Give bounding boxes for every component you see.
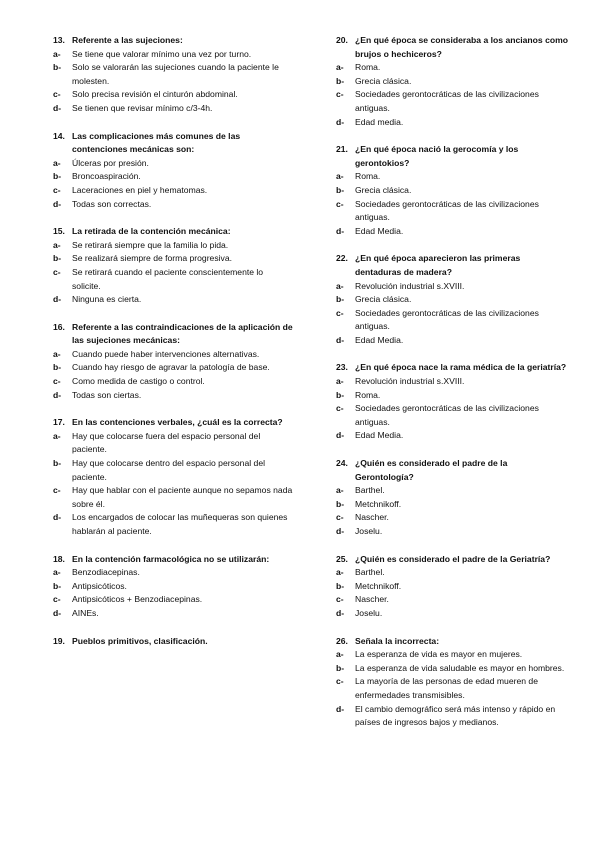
answer-option: [53, 607, 293, 621]
option-letter: a-: [53, 348, 61, 359]
answer-option: [336, 61, 568, 75]
question-number: 17.: [53, 417, 65, 428]
option-letter: b-: [53, 171, 62, 182]
question-number: 19.: [53, 635, 65, 646]
option-text: Nascher.: [355, 512, 389, 523]
question-text: La retirada de la contención mecánica:: [72, 226, 231, 237]
answer-option: [336, 334, 568, 348]
answer-option: [336, 593, 568, 607]
answer-option: [336, 307, 568, 334]
question-block: [53, 553, 293, 621]
question-text: ¿En qué época nace la rama médica de la geriatría?: [355, 362, 567, 373]
option-text: Broncoaspiración.: [72, 171, 141, 182]
option-letter: c-: [53, 89, 61, 100]
answer-option: [336, 225, 568, 239]
option-text: La mayoría de las personas de edad mueren de enfermedades transmisibles.: [355, 676, 538, 700]
option-text: Barthel.: [355, 485, 385, 496]
option-letter: b-: [336, 389, 345, 400]
answer-option: [53, 239, 293, 253]
option-text: Metchnikoff.: [355, 580, 402, 591]
question-heading: [336, 553, 568, 567]
question-text: Las complicaciones más comunes de las contenciones mecánicas son:: [72, 130, 241, 155]
question-block: [336, 143, 568, 238]
option-letter: c-: [53, 485, 61, 496]
answer-option: [336, 675, 568, 702]
answer-option: [53, 198, 293, 212]
option-letter: c-: [336, 307, 344, 318]
option-text: Antipsicóticos.: [72, 580, 127, 591]
option-text: Roma.: [355, 62, 381, 73]
option-letter: d-: [336, 225, 345, 236]
answer-option: [53, 457, 293, 484]
option-letter: a-: [336, 376, 344, 387]
option-letter: c-: [53, 266, 61, 277]
option-text: Se tienen que revisar mínimo c/3-4h.: [72, 102, 213, 113]
question-text: Pueblos primitivos, clasificación.: [72, 635, 208, 646]
answer-option: [53, 61, 293, 88]
question-block: [53, 130, 293, 212]
answer-option: [53, 593, 293, 607]
option-letter: b-: [53, 62, 62, 73]
answer-option: [336, 170, 568, 184]
question-text: ¿En qué época nació la gerocomía y los gerontokios?: [355, 144, 519, 168]
answer-option: [53, 170, 293, 184]
option-letter: a-: [336, 280, 344, 291]
option-text: Revolución industrial s.XVIII.: [355, 376, 465, 387]
option-text: La esperanza de vida saludable es mayor en hombres.: [355, 662, 565, 673]
option-letter: d-: [53, 607, 62, 618]
option-text: AINEs.: [72, 607, 99, 618]
option-text: Se retirará cuando el paciente conscientemente lo solicite.: [72, 266, 264, 291]
option-letter: d-: [336, 430, 345, 441]
option-letter: b-: [336, 294, 345, 305]
option-letter: c-: [336, 594, 344, 605]
option-letter: d-: [336, 526, 345, 536]
question-block: [336, 252, 568, 347]
option-text: Sociedades gerontocráticas de las civilizaciones antiguas.: [355, 89, 539, 113]
answer-option: [336, 498, 568, 512]
option-letter: c-: [53, 184, 61, 195]
option-letter: b-: [53, 362, 62, 373]
option-letter: a-: [53, 239, 61, 250]
question-block: [53, 416, 293, 538]
option-text: Nascher.: [355, 594, 389, 605]
question-text: ¿Quién es considerado el padre de la Geriatría?: [355, 553, 551, 564]
answer-option: [53, 580, 293, 594]
answer-option: [53, 375, 293, 389]
option-text: Cuando puede haber intervenciones alternativas.: [72, 348, 260, 359]
question-text: Referente a las sujeciones:: [72, 35, 183, 45]
answer-option: [336, 375, 568, 389]
question-block: [336, 457, 568, 539]
option-text: Sociedades gerontocráticas de las civilizaciones antiguas.: [355, 307, 539, 332]
option-letter: a-: [53, 430, 61, 441]
question-heading: [336, 143, 568, 170]
option-letter: a-: [336, 567, 344, 578]
option-letter: b-: [336, 580, 345, 591]
option-letter: c-: [53, 376, 61, 387]
answer-option: [53, 484, 293, 511]
option-text: Todas son correctas.: [72, 198, 152, 209]
option-letter: c-: [336, 512, 344, 523]
option-letter: c-: [336, 676, 344, 687]
answer-option: [53, 361, 293, 375]
option-text: Grecia clásica.: [355, 294, 412, 305]
question-heading: [53, 321, 293, 348]
question-text: ¿En qué época aparecieron las primeras dentaduras de madera?: [355, 253, 521, 277]
option-text: Todas son ciertas.: [72, 389, 142, 400]
question-block: [53, 635, 293, 649]
option-text: La esperanza de vida es mayor en mujeres.: [355, 649, 523, 660]
option-text: Grecia clásica.: [355, 75, 412, 86]
option-letter: d-: [53, 102, 62, 113]
answer-option: [53, 293, 293, 307]
option-letter: c-: [336, 403, 344, 414]
answer-option: [336, 703, 568, 730]
option-text: Se tiene que valorar mínimo una vez por turno.: [72, 48, 252, 59]
question-block: [336, 361, 568, 443]
option-text: Ninguna es cierta.: [72, 294, 142, 305]
option-text: Cuando hay riesgo de agravar la patología de base.: [72, 362, 270, 373]
option-letter: d-: [336, 334, 345, 345]
answer-option: [336, 280, 568, 294]
option-text: Solo se valorarán las sujeciones cuando la paciente le molesten.: [72, 62, 279, 86]
option-text: Edad Media.: [355, 430, 404, 441]
question-block: [336, 553, 568, 621]
answer-option: [336, 484, 568, 498]
question-heading: [336, 34, 568, 61]
question-number: 13.: [53, 35, 65, 45]
question-number: 20.: [336, 35, 348, 45]
option-letter: c-: [336, 198, 344, 209]
question-number: 22.: [336, 253, 348, 264]
option-letter: a-: [336, 649, 344, 660]
question-heading: [336, 457, 568, 484]
option-text: Como medida de castigo o control.: [72, 376, 205, 387]
option-letter: b-: [336, 662, 345, 673]
option-text: Hay que colocarse dentro del espacio personal del paciente.: [72, 458, 266, 482]
question-block: [336, 635, 568, 730]
answer-option: [53, 48, 293, 62]
answer-option: [53, 389, 293, 403]
option-text: Edad media.: [355, 116, 404, 127]
option-letter: a-: [336, 171, 344, 182]
option-letter: d-: [53, 294, 62, 305]
option-text: Laceraciones en piel y hematomas.: [72, 184, 208, 195]
question-text: ¿En qué época se consideraba a los ancianos como brujos o hechiceros?: [355, 35, 569, 59]
question-text: Referente a las contraindicaciones de la aplicación de las sujeciones mecánicas:: [72, 321, 293, 346]
option-letter: d-: [336, 116, 345, 127]
answer-option: [336, 75, 568, 89]
answer-option: [53, 430, 293, 457]
question-number: 26.: [336, 635, 348, 646]
option-text: Edad Media.: [355, 225, 404, 236]
option-letter: b-: [336, 75, 345, 86]
question-number: 16.: [53, 321, 65, 332]
option-letter: b-: [53, 253, 62, 264]
option-text: Edad Media.: [355, 334, 404, 345]
option-letter: d-: [336, 703, 345, 714]
answer-option: [336, 511, 568, 525]
option-text: Se retirará siempre que la familia lo pida.: [72, 239, 229, 250]
answer-option: [53, 252, 293, 266]
option-letter: a-: [53, 48, 61, 59]
option-text: Úlceras por presión.: [72, 157, 149, 168]
question-block: [53, 225, 293, 307]
answer-option: [336, 662, 568, 676]
option-text: Joselu.: [355, 607, 383, 618]
question-heading: [53, 416, 293, 430]
question-block: [336, 34, 568, 129]
option-text: Roma.: [355, 171, 381, 182]
option-text: Roma.: [355, 389, 381, 400]
option-letter: b-: [336, 184, 345, 195]
option-text: Sociedades gerontocráticas de las civilizaciones antiguas.: [355, 403, 539, 427]
question-heading: [336, 361, 568, 375]
question-heading: [53, 635, 293, 649]
option-text: Hay que colocarse fuera del espacio personal del paciente.: [72, 430, 261, 455]
right-column: [336, 34, 568, 744]
question-number: 25.: [336, 553, 348, 564]
answer-option: [336, 580, 568, 594]
question-heading: [336, 252, 568, 279]
option-letter: c-: [336, 89, 344, 100]
option-text: Antipsicóticos + Benzodiacepinas.: [72, 594, 203, 605]
option-text: Hay que hablar con el paciente aunque no sepamos nada sobre él.: [72, 485, 293, 509]
option-text: Solo precisa revisión el cinturón abdominal.: [72, 89, 238, 100]
option-letter: d-: [53, 198, 62, 209]
option-letter: b-: [53, 580, 62, 591]
question-number: 14.: [53, 130, 65, 141]
answer-option: [53, 102, 293, 116]
question-block: [53, 321, 293, 403]
question-heading: [53, 553, 293, 567]
question-text: En las contenciones verbales, ¿cuál es la correcta?: [72, 417, 283, 428]
question-text: ¿Quién es considerado el padre de la Gerontología?: [355, 458, 508, 482]
option-text: Los encargados de colocar las muñequeras son quienes hablarán al paciente.: [72, 512, 288, 536]
answer-option: [53, 266, 293, 293]
option-letter: d-: [53, 512, 62, 523]
question-number: 23.: [336, 362, 348, 373]
question-heading: [53, 130, 293, 157]
option-letter: a-: [336, 62, 344, 73]
answer-option: [336, 607, 568, 621]
answer-option: [53, 511, 293, 538]
answer-option: [53, 157, 293, 171]
answer-option: [53, 566, 293, 580]
question-block: [53, 34, 293, 116]
option-letter: b-: [53, 458, 62, 469]
question-number: 21.: [336, 144, 348, 155]
question-number: 24.: [336, 458, 348, 469]
answer-option: [336, 648, 568, 662]
option-letter: a-: [53, 567, 61, 578]
option-letter: a-: [336, 485, 344, 496]
answer-option: [336, 184, 568, 198]
answer-option: [336, 116, 568, 130]
answer-option: [53, 88, 293, 102]
option-text: El cambio demográfico será más intenso y rápido en países de ingresos bajos y medianos.: [355, 703, 556, 728]
answer-option: [336, 402, 568, 429]
option-letter: b-: [336, 498, 345, 509]
option-letter: c-: [53, 594, 61, 605]
option-text: Barthel.: [355, 567, 385, 578]
option-text: Se realizará siempre de forma progresiva.: [72, 253, 233, 264]
answer-option: [336, 566, 568, 580]
answer-option: [336, 429, 568, 443]
left-column: [53, 34, 293, 662]
question-heading: [53, 225, 293, 239]
question-number: 18.: [53, 553, 65, 564]
answer-option: [336, 389, 568, 403]
option-letter: d-: [336, 607, 345, 618]
option-text: Revolución industrial s.XVIII.: [355, 280, 465, 291]
option-text: Metchnikoff.: [355, 498, 402, 509]
question-number: 15.: [53, 226, 65, 237]
option-text: Benzodiacepinas.: [72, 567, 140, 578]
question-text: En la contención farmacológica no se utilizarán:: [72, 553, 270, 564]
answer-option: [53, 184, 293, 198]
option-text: Joselu.: [355, 526, 383, 536]
question-text: Señala la incorrecta:: [355, 635, 440, 646]
answer-option: [336, 198, 568, 225]
option-letter: d-: [53, 389, 62, 400]
answer-option: [53, 348, 293, 362]
question-heading: [53, 34, 293, 48]
option-text: Sociedades gerontocráticas de las civilizaciones antiguas.: [355, 198, 539, 223]
option-text: Grecia clásica.: [355, 184, 412, 195]
option-letter: a-: [53, 157, 61, 168]
answer-option: [336, 293, 568, 307]
answer-option: [336, 525, 568, 539]
answer-option: [336, 88, 568, 115]
question-heading: [336, 635, 568, 649]
